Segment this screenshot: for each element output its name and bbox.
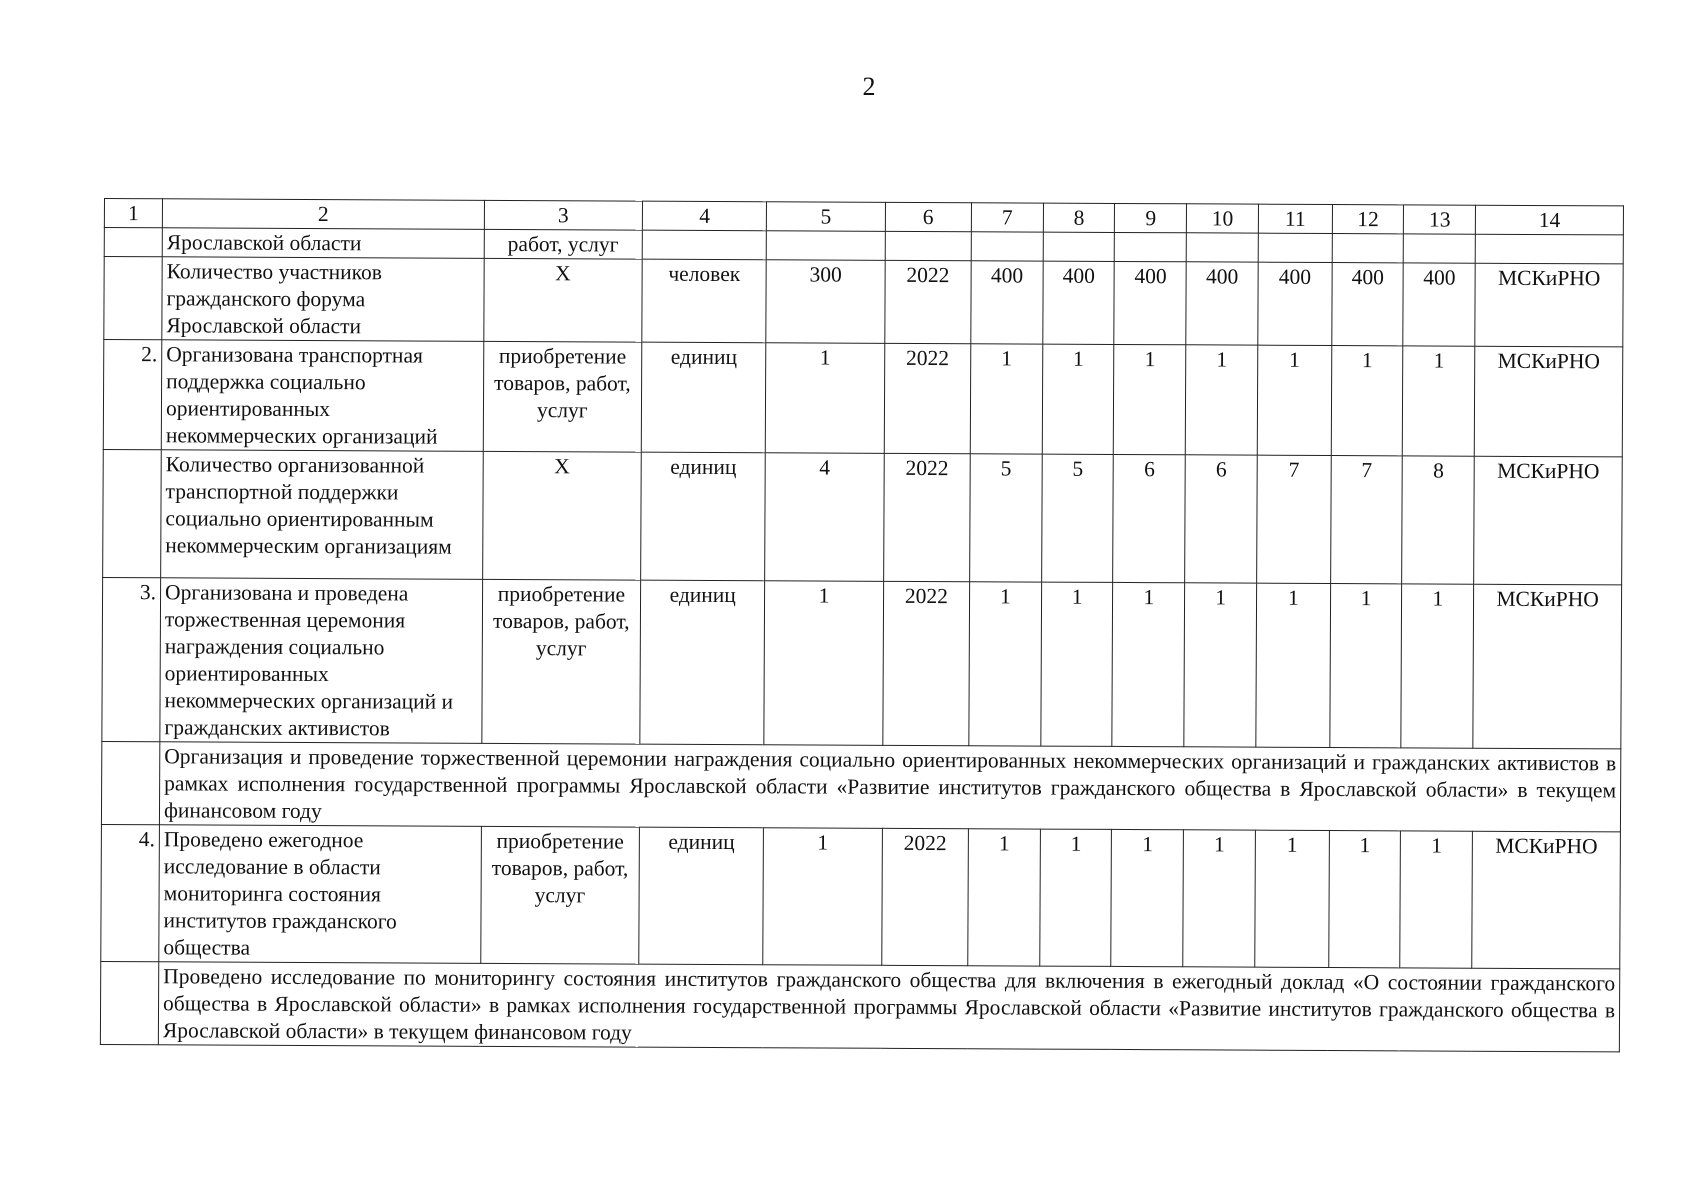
value-cell	[1332, 234, 1404, 263]
unit-cell: человек	[642, 259, 767, 343]
value-cell: 400	[1043, 261, 1115, 344]
table-row	[102, 577, 1622, 748]
row-number-cell	[103, 449, 162, 577]
column-header-11: 11	[1258, 204, 1332, 233]
value-cell: 1	[968, 829, 1040, 966]
column-header-8: 8	[1043, 203, 1115, 232]
type-cell: приобретение товаров, работ, услуг	[483, 341, 642, 452]
table-row	[103, 449, 1623, 584]
responsible-cell	[1475, 234, 1623, 264]
responsible-cell: МСКиРНО	[1473, 584, 1622, 749]
value-cell: 1	[1401, 584, 1474, 748]
value-cell: 400	[971, 261, 1043, 344]
value-cell: 1	[1257, 345, 1331, 455]
page-number: 2	[862, 72, 876, 101]
value-cell: 1	[1041, 582, 1114, 746]
row-number-cell	[104, 257, 162, 340]
column-header-5: 5	[767, 202, 885, 232]
responsible-cell: МСКиРНО	[1474, 346, 1622, 457]
value-cell: 1	[1042, 344, 1114, 454]
value-cell: 1	[1111, 829, 1183, 966]
value-cell	[1186, 233, 1258, 262]
column-header-2: 2	[162, 199, 484, 230]
row-number-cell	[100, 961, 158, 1044]
value-cell	[1043, 232, 1115, 261]
base-value-cell: 1	[764, 581, 883, 746]
unit-cell: единиц	[639, 827, 764, 965]
column-header-9: 9	[1115, 203, 1187, 232]
column-header-1: 1	[104, 199, 162, 228]
type-cell: X	[484, 258, 643, 342]
base-year-cell: 2022	[884, 343, 971, 453]
base-value-cell: 1	[766, 343, 885, 454]
value-cell: 1	[1331, 346, 1403, 456]
column-header-6: 6	[885, 202, 972, 231]
indicator-name-cell: Организована транспортная поддержка социально ориентированных некоммерческих организаций	[161, 340, 483, 452]
type-cell: приобретение товаров, работ, услуг	[482, 579, 641, 744]
column-header-13: 13	[1404, 205, 1476, 234]
value-cell: 1	[970, 344, 1042, 454]
value-cell	[971, 232, 1043, 261]
value-cell: 8	[1402, 456, 1474, 584]
table-row	[101, 824, 1621, 968]
value-cell: 400	[1403, 263, 1475, 346]
unit-cell: единиц	[640, 580, 765, 745]
responsible-cell: МСКиРНО	[1474, 456, 1622, 585]
note-cell: Организация и проведение торжественной церемонии награждения социально ориентированных некоммерческих организаций и гражданских активистов в рамках исполнения государственной программы Ярославской области «Развитие институтов гражданского общества в Ярославской области» в текущем финансовом году	[159, 742, 1620, 832]
value-cell: 1	[1256, 583, 1331, 747]
value-cell: 5	[970, 454, 1042, 582]
row-number-cell	[101, 741, 159, 824]
value-cell: 1	[1403, 346, 1475, 456]
base-year-cell: 2022	[881, 828, 968, 965]
column-header-10: 10	[1187, 204, 1259, 233]
indicator-name-cell: Ярославской области	[162, 228, 484, 259]
unit-cell: единиц	[641, 452, 766, 581]
value-cell: 1	[1184, 583, 1257, 747]
row-number-cell	[104, 228, 162, 257]
column-header-3: 3	[484, 200, 642, 230]
responsible-cell: МСКиРНО	[1472, 831, 1620, 969]
column-header-4: 4	[642, 201, 767, 231]
base-value-cell: 4	[765, 453, 884, 582]
column-header-7: 7	[971, 203, 1043, 232]
type-cell: приобретение товаров, работ, услуг	[480, 826, 639, 964]
value-cell: 7	[1257, 455, 1331, 583]
value-cell	[1258, 233, 1332, 262]
table-row	[103, 340, 1623, 457]
base-value-cell: 300	[766, 260, 885, 344]
row-number-cell: 2.	[103, 340, 162, 450]
table-row	[104, 257, 1623, 347]
value-cell: 400	[1186, 262, 1258, 345]
value-cell: 5	[1041, 454, 1113, 582]
base-value-cell: 1	[763, 828, 882, 966]
value-cell: 1	[969, 582, 1042, 746]
value-cell: 1	[1255, 830, 1329, 967]
unit-cell	[642, 230, 767, 260]
responsible-cell: МСКиРНО	[1475, 263, 1623, 347]
column-header-14: 14	[1476, 205, 1624, 235]
base-year-cell: 2022	[883, 453, 970, 581]
value-cell: 6	[1113, 454, 1185, 582]
base-year-cell: 2022	[884, 260, 971, 343]
note-cell: Проведено исследование по мониторингу состояния институтов гражданского общества для включения в ежегодный доклад «О состоянии гражданского общества в Ярославской области» в рамках исполнения государственной программы Ярославской области «Развитие институтов гражданского общества в Ярославской области» в текущем финансовом году	[158, 962, 1619, 1052]
indicator-name-cell: Проведено ежегодное исследование в области мониторинга состояния институтов гражданского общества	[159, 825, 481, 964]
value-cell	[1115, 232, 1187, 261]
indicator-name-cell: Организована и проведена торжественная церемония награждения социально ориентированных некоммерческих организаций и гражданских активистов	[160, 578, 483, 744]
value-cell: 1	[1112, 582, 1185, 746]
base-year-cell: 2022	[882, 581, 969, 745]
value-cell: 1	[1400, 831, 1472, 968]
value-cell: 400	[1332, 263, 1404, 346]
row-number-cell: 4.	[101, 824, 160, 961]
indicators-table	[100, 198, 1624, 1052]
value-cell: 1	[1185, 345, 1257, 455]
indicator-name-cell: Количество организованной транспортной поддержки социально ориентированным некоммерческим организациям	[161, 450, 483, 580]
value-cell: 400	[1114, 261, 1186, 344]
note-row	[100, 961, 1619, 1051]
value-cell: 1	[1330, 583, 1403, 747]
type-cell: работ, услуг	[484, 229, 642, 259]
value-cell: 1	[1329, 830, 1401, 967]
type-cell: X	[482, 451, 641, 580]
value-cell	[1404, 234, 1476, 263]
unit-cell: единиц	[641, 342, 766, 453]
value-cell: 400	[1258, 262, 1332, 345]
value-cell: 1	[1114, 344, 1186, 454]
row-number-cell: 3.	[102, 577, 161, 741]
value-cell: 6	[1185, 455, 1257, 583]
base-year-cell	[885, 231, 972, 260]
column-header-12: 12	[1332, 205, 1404, 234]
base-value-cell	[767, 231, 885, 261]
value-cell: 7	[1330, 455, 1402, 583]
indicator-name-cell: Количество участников гражданского форума Ярославской области	[162, 257, 484, 342]
note-row	[101, 741, 1620, 831]
value-cell: 1	[1040, 829, 1112, 966]
value-cell: 1	[1183, 830, 1255, 967]
